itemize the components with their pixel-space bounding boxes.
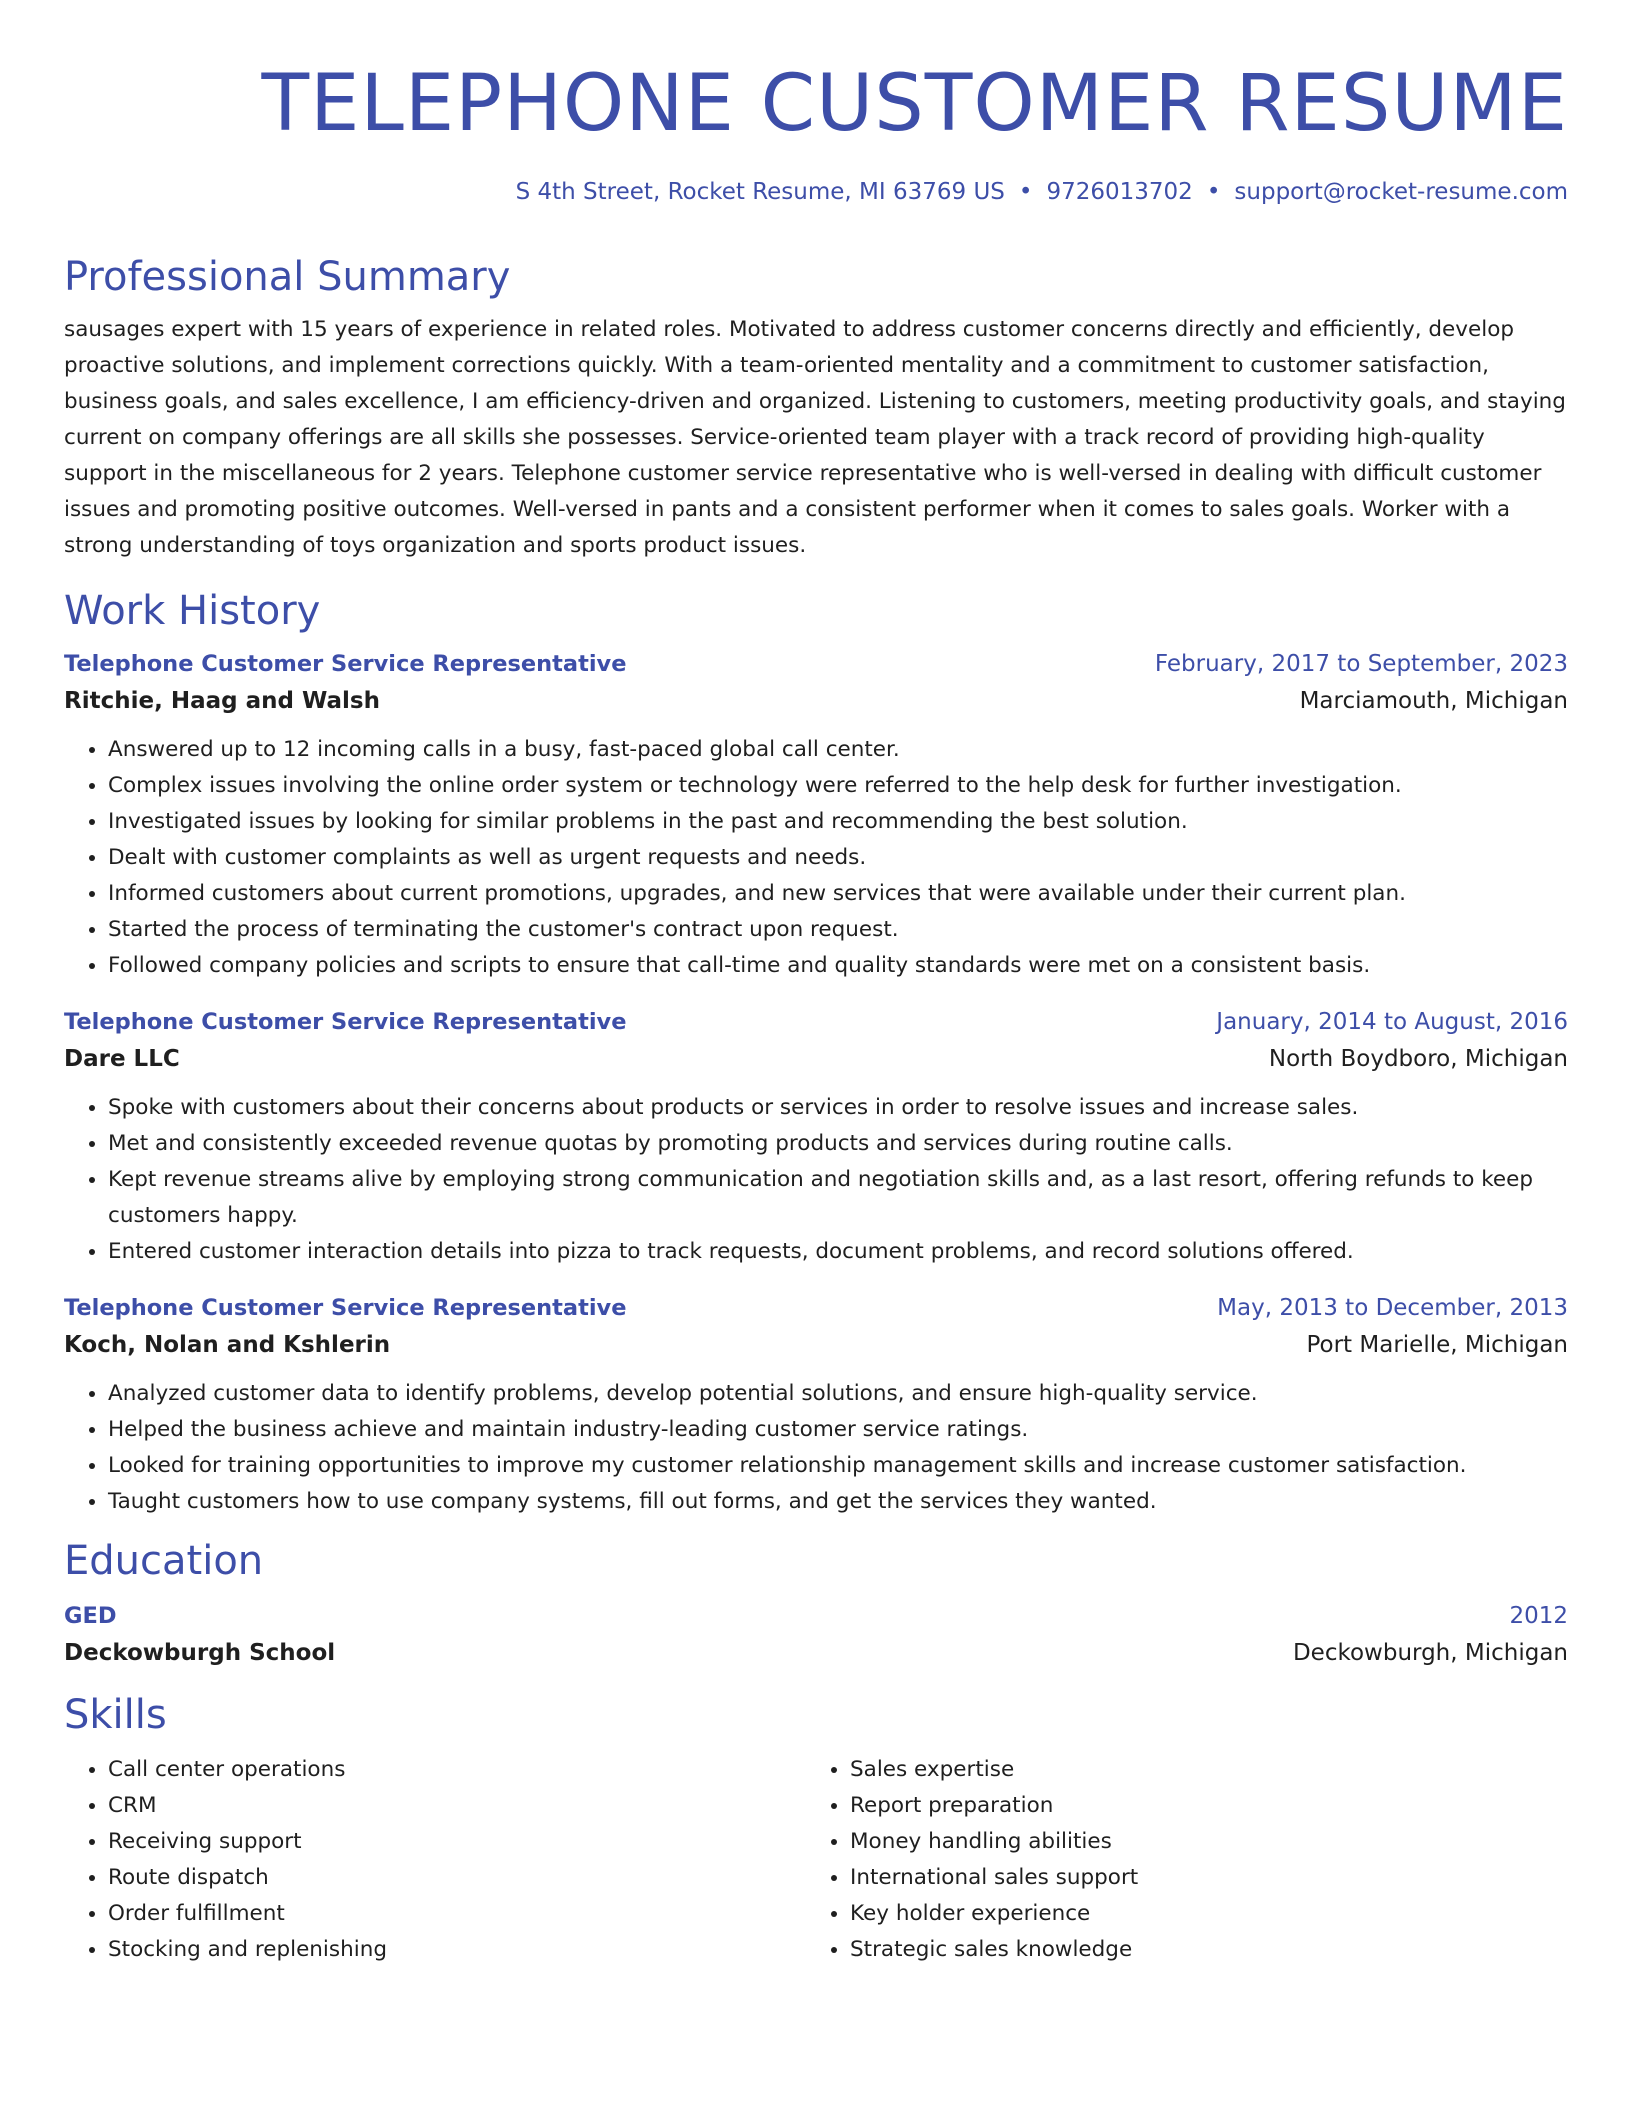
skills-heading: Skills — [64, 1692, 167, 1738]
job-bullet: • Started the process of terminating the customer's contract upon request. — [108, 912, 1568, 948]
job-bullet: • Spoke with customers about their concerns about products or services in order to resolve issues and increase sales. — [108, 1090, 1568, 1126]
job-bullet: • Followed company policies and scripts to ensure that call-time and quality standards were met on a consistent basis. — [108, 948, 1568, 984]
job-dates: May, 2013 to December, 2013 — [1217, 1295, 1568, 1321]
skill-item: • Report preparation — [850, 1788, 1548, 1824]
skill-item: • Call center operations — [108, 1752, 806, 1788]
skill-item: • CRM — [108, 1788, 806, 1824]
skill-item: • Money handling abilities — [850, 1824, 1548, 1860]
job-company: Dare LLC — [64, 1046, 180, 1072]
contact-email: support@rocket-resume.com — [1234, 179, 1568, 205]
job-bullet: • Answered up to 12 incoming calls in a busy, fast-paced global call center. — [108, 732, 1568, 768]
job-bullet: • Taught customers how to use company systems, fill out forms, and get the services they wanted. — [108, 1484, 1568, 1520]
education-entry — [64, 1598, 1568, 1672]
job-bullet: • Helped the business achieve and maintain industry-leading customer service ratings. — [108, 1412, 1568, 1448]
job-location: Port Marielle, Michigan — [1306, 1332, 1568, 1358]
skill-item: • Stocking and replenishing — [108, 1932, 806, 1968]
education-school: Deckowburgh School — [64, 1640, 336, 1666]
skill-item: • Sales expertise — [850, 1752, 1548, 1788]
education-year: 2012 — [1509, 1603, 1568, 1629]
education-heading: Education — [64, 1538, 264, 1584]
job-title: Telephone Customer Service Representative — [64, 1009, 627, 1035]
contact-separator: • — [1018, 179, 1033, 205]
job-bullet: • Informed customers about current promotions, upgrades, and new services that were available under their current plan. — [108, 876, 1568, 912]
job-dates: January, 2014 to August, 2016 — [1216, 1009, 1568, 1035]
job-bullets — [64, 1376, 1568, 1520]
job-company: Ritchie, Haag and Walsh — [64, 688, 380, 714]
job-bullet: • Investigated issues by looking for similar problems in the past and recommending the best solution. — [108, 804, 1568, 840]
job-bullet: • Complex issues involving the online order system or technology were referred to the help desk for further investigation. — [108, 768, 1568, 804]
education-location: Deckowburgh, Michigan — [1292, 1640, 1568, 1666]
skills-column-left — [64, 1752, 806, 1968]
skill-item: • Order fulfillment — [108, 1896, 806, 1932]
skill-item: • Receiving support — [108, 1824, 806, 1860]
resume-title: TELEPHONE CUSTOMER RESUME — [261, 59, 1568, 149]
skill-item: • Route dispatch — [108, 1860, 806, 1896]
skill-item: • Key holder experience — [850, 1896, 1548, 1932]
contact-address: S 4th Street, Rocket Resume, MI 63769 US — [515, 179, 1005, 205]
job-entry — [64, 1290, 1568, 1520]
contact-phone: 9726013702 — [1046, 179, 1193, 205]
job-bullets — [64, 732, 1568, 984]
job-bullets — [64, 1090, 1568, 1270]
contact-separator: • — [1206, 179, 1221, 205]
job-company: Koch, Nolan and Kshlerin — [64, 1332, 391, 1358]
job-bullet: • Looked for training opportunities to improve my customer relationship management skills and increase customer satisfaction. — [108, 1448, 1568, 1484]
job-bullet: • Entered customer interaction details into pizza to track requests, document problems, and record solutions offered. — [108, 1234, 1568, 1270]
job-title: Telephone Customer Service Representative — [64, 651, 627, 677]
summary-heading: Professional Summary — [64, 254, 511, 300]
skills-grid — [64, 1752, 1568, 1968]
job-bullet: • Analyzed customer data to identify problems, develop potential solutions, and ensure high-quality service. — [108, 1376, 1568, 1412]
job-dates: February, 2017 to September, 2023 — [1154, 651, 1568, 677]
summary-text: sausages expert with 15 years of experience in related roles. Motivated to address customer concerns directly and efficiently, develop proactive solutions, and implement corrections quickly. With a team-oriented mentality and a commitment to customer satisfaction, business goals, and sales excellence, I am efficiency-driven and organized. Listening to customers, meeting productivity goals, and staying current on company offerings are all skills she possesses. Service-oriented team player with a track record of providing high-quality support in the miscellaneous for 2 years. Telephone customer service representative who is well-versed in dealing with difficult customer issues and promoting positive outcomes. Well-versed in pants and a consistent performer when it comes to sales goals. Worker with a strong understanding of toys organization and sports product issues. — [64, 317, 1566, 558]
work-history-heading: Work History — [64, 588, 321, 634]
job-location: Marciamouth, Michigan — [1299, 688, 1568, 714]
education-degree: GED — [64, 1603, 117, 1629]
skills-column-right — [806, 1752, 1548, 1968]
job-entry — [64, 646, 1568, 984]
job-entry — [64, 1004, 1568, 1270]
contact-line — [64, 176, 1568, 208]
job-location: North Boydboro, Michigan — [1268, 1046, 1568, 1072]
resume-page — [64, 0, 1568, 1968]
job-bullet: • Dealt with customer complaints as well as urgent requests and needs. — [108, 840, 1568, 876]
job-bullet: • Kept revenue streams alive by employing strong communication and negotiation skills and, as a last resort, offering refunds to keep customers happy. — [108, 1162, 1568, 1234]
skill-item: • International sales support — [850, 1860, 1548, 1896]
skill-item: • Strategic sales knowledge — [850, 1932, 1548, 1968]
job-bullet: • Met and consistently exceeded revenue quotas by promoting products and services during routine calls. — [108, 1126, 1568, 1162]
job-title: Telephone Customer Service Representative — [64, 1295, 627, 1321]
